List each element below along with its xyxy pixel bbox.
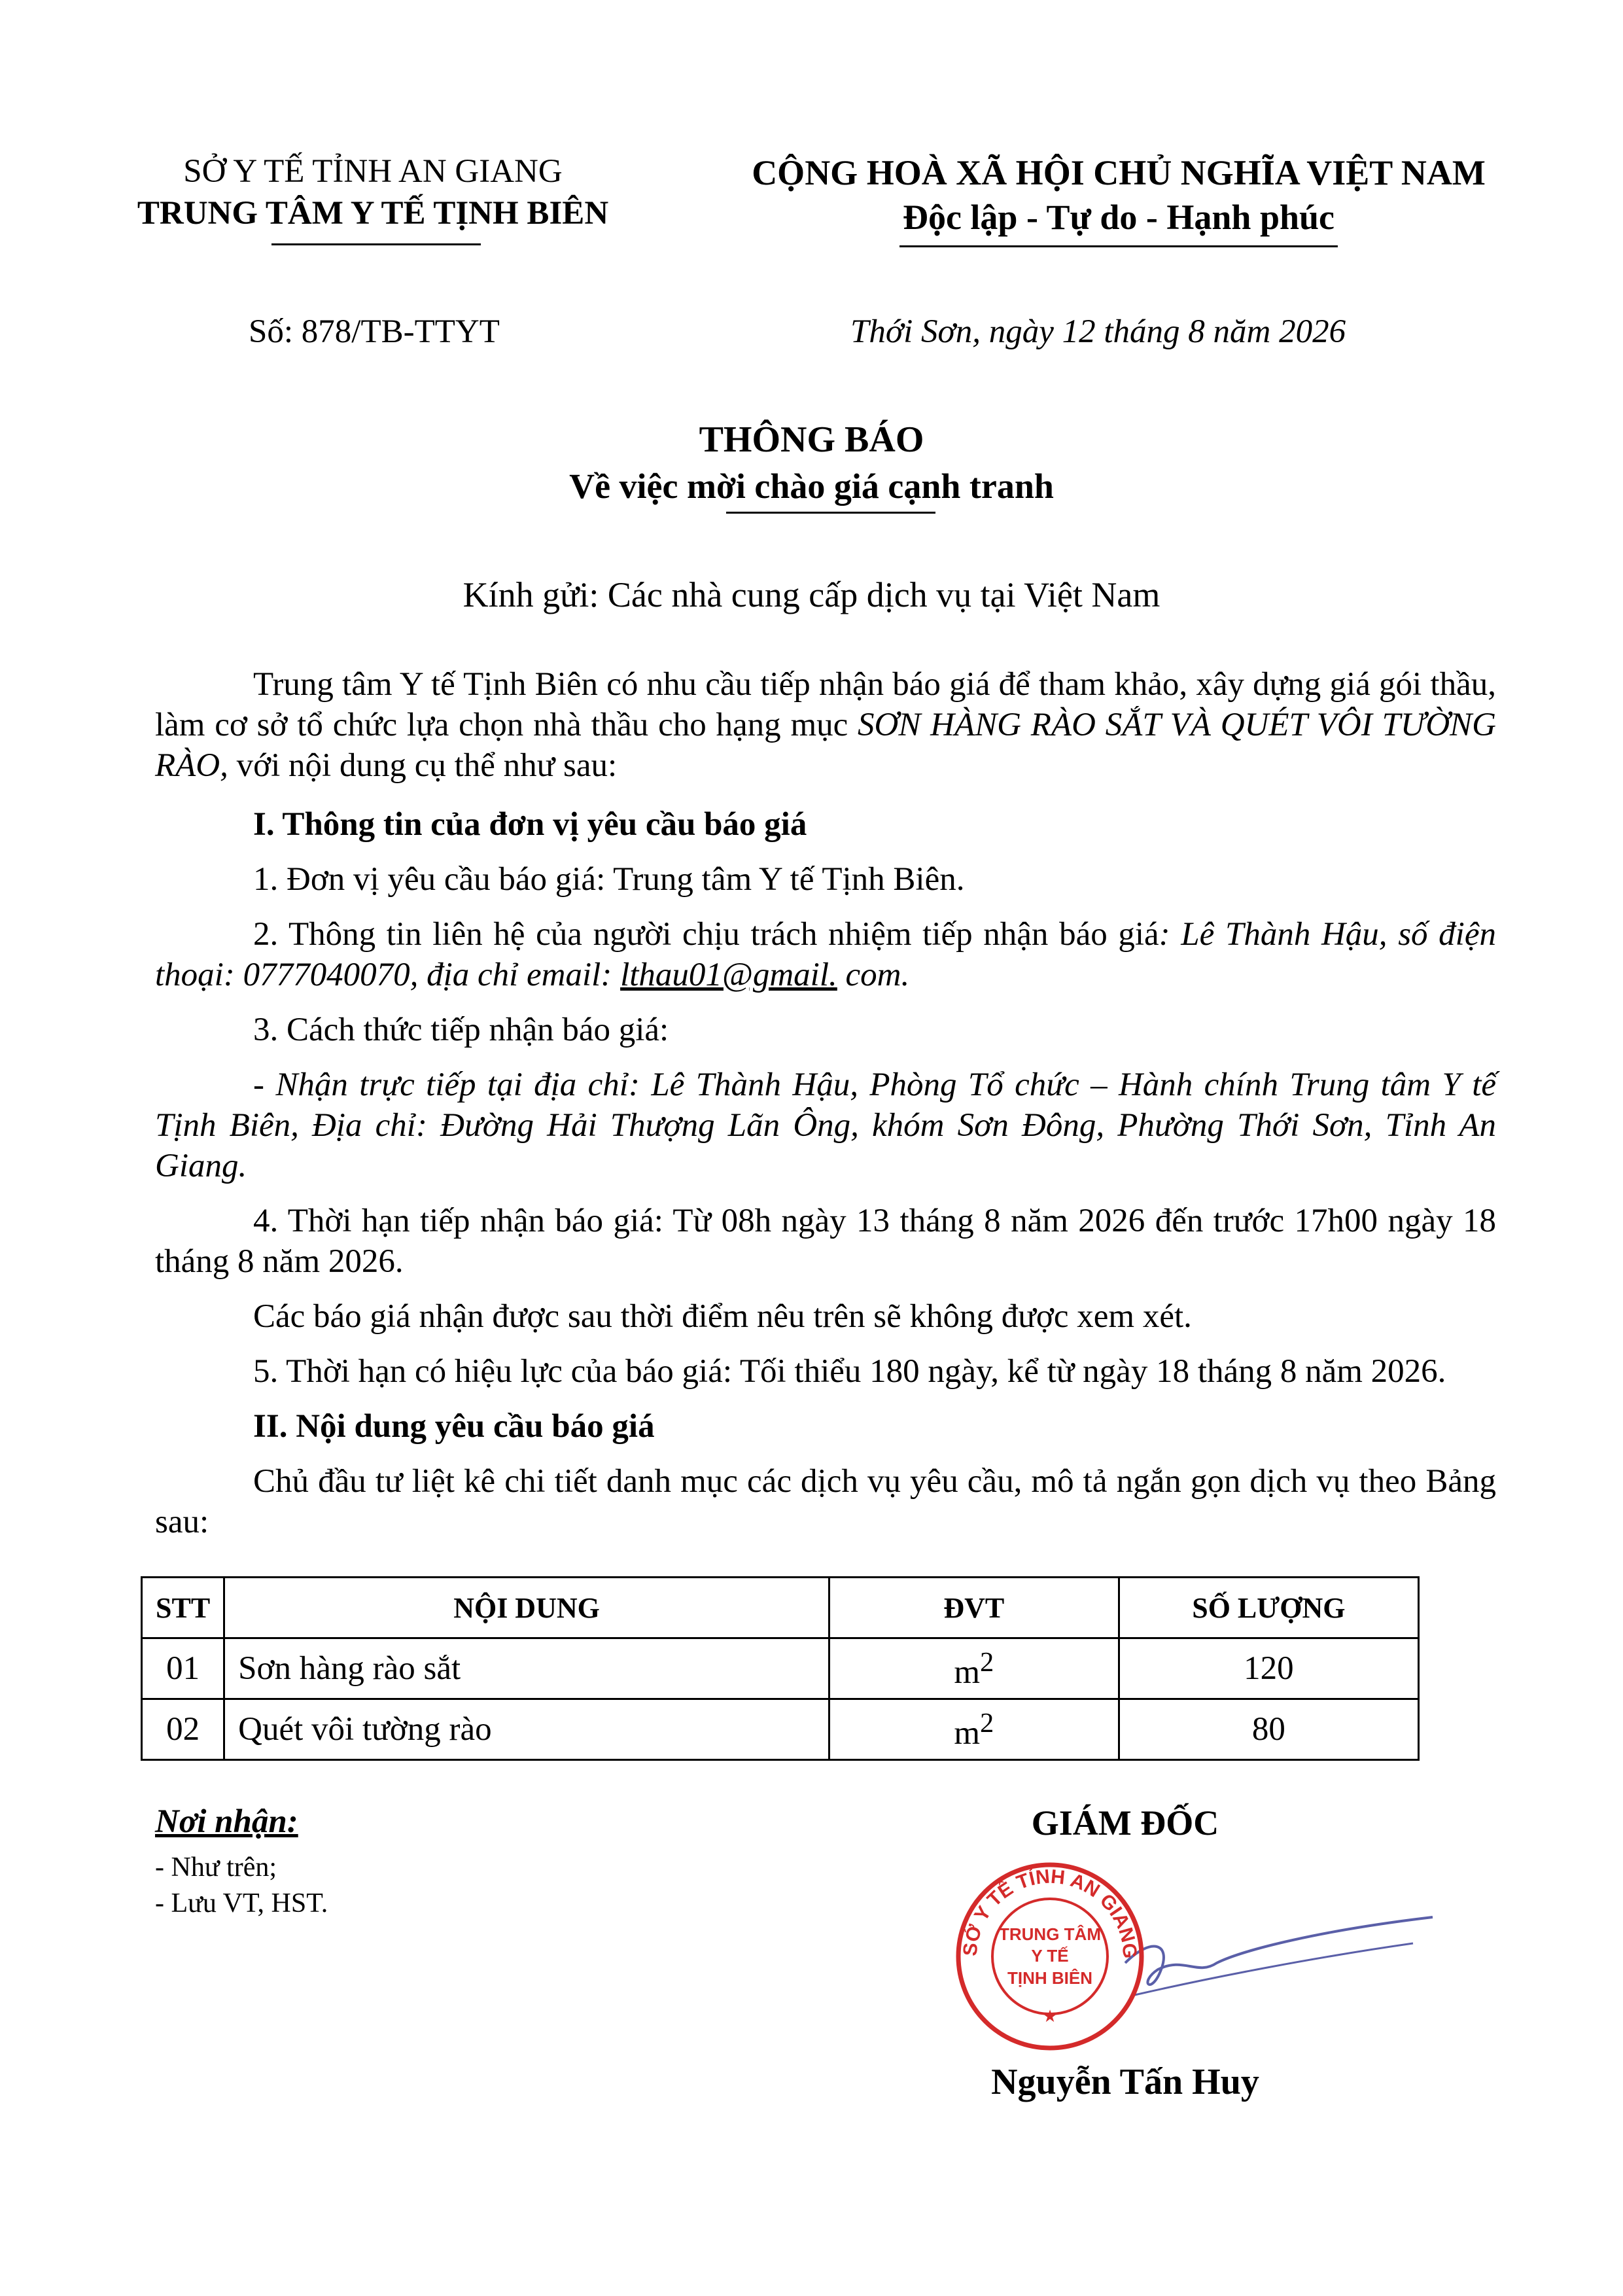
recipients-title: Nơi nhận: [155,1803,298,1840]
section1-p4: 4. Thời hạn tiếp nhận báo giá: Từ 08h ngày 13 tháng 8 năm 2026 đến trước 17h00 ngày 18 tháng 8 năm 2026. [155,1203,1496,1280]
section1-p3-detail: - Nhận trực tiếp tại địa chỉ: Lê Thành Hậu, Phòng Tổ chức – Hành chính Trung tâm Y tế Tịnh Biên, Địa chỉ: Đường Hải Thượng Lãn Ông, khóm Sơn Đông, Phường Thới Sơn, Tỉnh An Giang. [155,1067,1496,1184]
row-content: Quét vôi tường rào [224,1699,829,1760]
national-motto [700,150,1537,239]
agency-name: TRUNG TÂM Y TẾ TỊNH BIÊN [137,195,609,232]
document-body [155,664,1496,1542]
services-table [141,1576,1420,1761]
svg-text:SỞ Y TẾ TỈNH AN GIANG [960,1866,1141,1960]
col-stt: STT [142,1578,224,1638]
unit-text: m [954,1653,981,1691]
intro-text: Trung tâm Y tế Tịnh Biên có nhu cầu tiếp nhận báo giá để tham khảo, xây dựng giá gói thầu, làm cơ sở tổ chức lựa chọn nhà thầu cho hạng mục [155,666,1496,743]
section2-heading: II. Nội dung yêu cầu báo giá [253,1408,655,1445]
row-unit [829,1699,1119,1760]
unit-exponent: 2 [980,1646,994,1678]
seal-center-line: TỊNH BIÊN [1007,1968,1092,1988]
seal-center-line: Y TẾ [1031,1946,1069,1966]
section1-p1: 1. Đơn vị yêu cầu báo giá: Trung tâm Y tế Tịnh Biên. [253,861,965,898]
signer-name: Nguyễn Tấn Huy [991,2062,1259,2102]
recipient-item: - Lưu VT, HST. [155,1888,328,1918]
motto-underline [899,245,1338,247]
col-unit: ĐVT [829,1578,1119,1638]
unit-text: m [954,1714,981,1752]
row-qty: 120 [1119,1638,1418,1699]
contact-email-tail: com. [837,957,910,993]
section2-p1: Chủ đầu tư liệt kê chi tiết danh mục các dịch vụ yêu cầu, mô tả ngắn gọn dịch vụ theo Bảng sau: [155,1463,1496,1540]
section1-p4-note: Các báo giá nhận được sau thời điểm nêu trên sẽ không được xem xét. [253,1298,1192,1335]
section1-heading: I. Thông tin của đơn vị yêu cầu báo giá [253,806,807,843]
intro-paragraph [155,664,1496,786]
row-stt: 02 [142,1699,224,1760]
unit-exponent: 2 [980,1707,994,1739]
seal-ring-text: SỞ Y TẾ TỈNH AN GIANG [959,1865,1141,1960]
table-row [142,1638,1419,1699]
seal-star-icon: ★ [1042,2007,1058,2026]
table-row [142,1699,1419,1760]
col-content: NỘI DUNG [224,1578,829,1638]
parent-agency: SỞ Y TẾ TỈNH AN GIANG [183,153,563,190]
subject-underline [726,512,935,514]
signer-position: GIÁM ĐỐC [1031,1803,1219,1843]
section1-p2 [155,914,1496,995]
recipient-item: - Như trên; [155,1852,277,1882]
document-number: Số: 878/TB-TTYT [249,313,500,350]
section1-p5: 5. Thời hạn có hiệu lực của báo giá: Tối thiểu 180 ngày, kể từ ngày 18 tháng 8 năm 2026. [253,1353,1446,1390]
row-qty: 80 [1119,1699,1418,1760]
col-qty: SỐ LƯỢNG [1119,1578,1418,1638]
agency-underline [271,243,481,245]
section1-p3: 3. Cách thức tiếp nhận báo giá: [253,1012,669,1048]
row-stt: 01 [142,1638,224,1699]
document-title: THÔNG BÁO [699,419,924,460]
document-subject: Về việc mời chào giá cạnh tranh [569,467,1054,506]
table-header-row [142,1578,1419,1638]
row-content: Sơn hàng rào sắt [224,1638,829,1699]
intro-tail: với nội dung cụ thể như sau: [228,747,618,784]
country-name: CỘNG HOÀ XÃ HỘI CHỦ NGHĨA VIỆT NAM [752,153,1486,192]
place-date: Thới Sơn, ngày 12 tháng 8 năm 2026 [850,313,1346,350]
item-name: SƠN HÀNG RÀO SẮT VÀ QUÉT VÔI TƯỜNG RÀO, [155,707,1496,784]
contact-info: : Lê Thành Hậu, số điện thoại: 0777040070, địa chỉ email: [155,916,1496,993]
row-unit [829,1638,1119,1699]
issuing-authority [79,150,667,234]
contact-email[interactable]: lthau01@gmail. [620,957,837,993]
salutation: Kính gửi: Các nhà cung cấp dịch vụ tại Việt Nam [462,575,1161,614]
motto: Độc lập - Tự do - Hạnh phúc [902,198,1335,237]
official-seal [952,1858,1148,2055]
seal-center-line: TRUNG TÂM [999,1924,1101,1944]
contact-lead: 2. Thông tin liên hệ của người chịu trách nhiệm tiếp nhận báo giá [253,916,1159,953]
